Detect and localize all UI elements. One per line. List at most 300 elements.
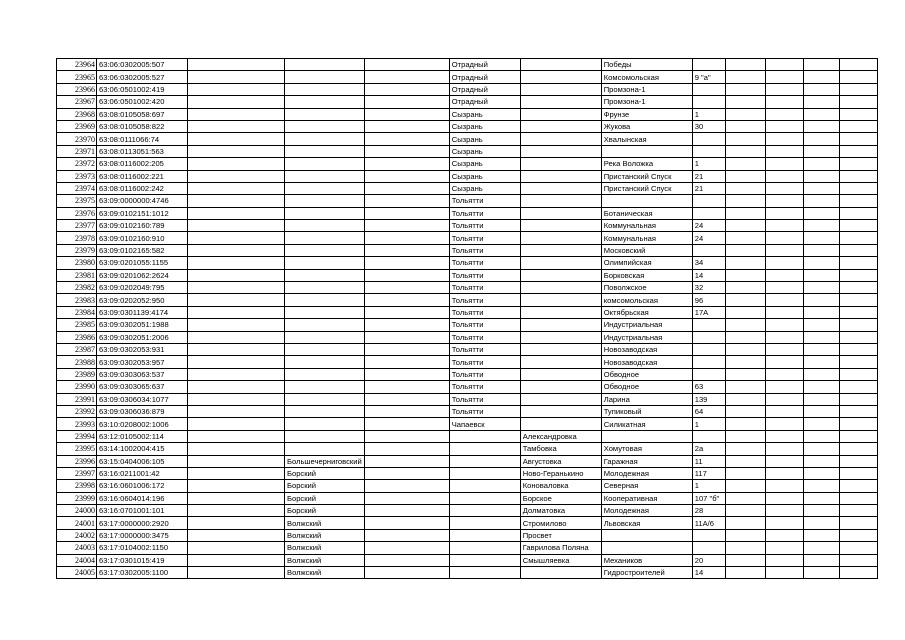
empty-col-3-cell [725, 282, 765, 294]
cadastral-number-cell: 63:09:0102160:910 [97, 232, 188, 244]
table-row [57, 83, 878, 95]
city-cell: Тольятти [449, 356, 520, 368]
empty-col-2-cell [364, 220, 449, 232]
empty-col-4-cell [765, 133, 803, 145]
empty-col-cell [188, 294, 285, 306]
empty-col-5-cell [803, 133, 839, 145]
house-cell [692, 133, 725, 145]
city-cell: Тольятти [449, 207, 520, 219]
house-cell: 117 [692, 467, 725, 479]
house-cell [692, 331, 725, 343]
table-row [57, 195, 878, 207]
house-cell: 17А [692, 306, 725, 318]
empty-col-cell [188, 120, 285, 132]
street-cell: Гаражная [601, 455, 692, 467]
table-row [57, 467, 878, 479]
cadastral-number-cell: 63:09:0202049:795 [97, 282, 188, 294]
district-cell: Большечерниговский [285, 455, 365, 467]
table-row [57, 96, 878, 108]
empty-col-3-cell [725, 542, 765, 554]
cadastral-number-cell: 63:06:0302005:527 [97, 71, 188, 83]
street-cell: Фрунзе [601, 108, 692, 120]
row-number-cell: 23964 [57, 59, 97, 71]
city-cell [449, 517, 520, 529]
city-cell: Сызрань [449, 120, 520, 132]
empty-col-6-cell [839, 331, 877, 343]
empty-col-2-cell [364, 182, 449, 194]
locality-cell [520, 319, 601, 331]
district-cell [285, 207, 365, 219]
table-row [57, 158, 878, 170]
empty-col-5-cell [803, 567, 839, 579]
house-cell: 11А/6 [692, 517, 725, 529]
table-row [57, 170, 878, 182]
empty-col-5-cell [803, 220, 839, 232]
city-cell: Тольятти [449, 282, 520, 294]
row-number-cell: 23992 [57, 405, 97, 417]
empty-col-3-cell [725, 418, 765, 430]
locality-cell: Смышляевка [520, 554, 601, 566]
house-cell: 24 [692, 232, 725, 244]
empty-col-2-cell [364, 418, 449, 430]
district-cell [285, 294, 365, 306]
empty-col-5-cell [803, 443, 839, 455]
row-number-cell: 24004 [57, 554, 97, 566]
house-cell: 1 [692, 418, 725, 430]
row-number-cell: 23996 [57, 455, 97, 467]
cadastral-number-cell: 63:08:0116002:242 [97, 182, 188, 194]
locality-cell [520, 133, 601, 145]
district-cell [285, 306, 365, 318]
house-cell: 30 [692, 120, 725, 132]
city-cell: Сызрань [449, 170, 520, 182]
empty-col-5-cell [803, 232, 839, 244]
house-cell [692, 356, 725, 368]
district-cell: Борский [285, 492, 365, 504]
locality-cell: Александровка [520, 430, 601, 442]
district-cell [285, 331, 365, 343]
locality-cell: Ново-Геранькино [520, 467, 601, 479]
city-cell [449, 505, 520, 517]
empty-col-6-cell [839, 158, 877, 170]
city-cell: Тольятти [449, 294, 520, 306]
empty-col-2-cell [364, 170, 449, 182]
row-number-cell: 23974 [57, 182, 97, 194]
street-cell: Коммунальная [601, 232, 692, 244]
cadastral-number-cell: 63:09:0000000:4746 [97, 195, 188, 207]
cadastral-number-cell: 63:09:0102160:789 [97, 220, 188, 232]
empty-col-3-cell [725, 269, 765, 281]
street-cell: Молодежная [601, 505, 692, 517]
empty-col-cell [188, 71, 285, 83]
empty-col-6-cell [839, 269, 877, 281]
house-cell: 20 [692, 554, 725, 566]
empty-col-cell [188, 418, 285, 430]
cadastral-number-cell: 63:09:0201055:1155 [97, 257, 188, 269]
city-cell: Чапаевск [449, 418, 520, 430]
empty-col-5-cell [803, 294, 839, 306]
empty-col-cell [188, 282, 285, 294]
table-row [57, 269, 878, 281]
empty-col-2-cell [364, 393, 449, 405]
row-number-cell: 23985 [57, 319, 97, 331]
empty-col-2-cell [364, 505, 449, 517]
empty-col-2-cell [364, 133, 449, 145]
empty-col-5-cell [803, 158, 839, 170]
street-cell: Промзона-1 [601, 83, 692, 95]
locality-cell [520, 282, 601, 294]
table-row [57, 257, 878, 269]
locality-cell [520, 368, 601, 380]
empty-col-cell [188, 269, 285, 281]
locality-cell: Коноваловка [520, 480, 601, 492]
table-row [57, 145, 878, 157]
locality-cell [520, 331, 601, 343]
house-cell: 14 [692, 269, 725, 281]
locality-cell: Борское [520, 492, 601, 504]
house-cell: 1 [692, 158, 725, 170]
house-cell: 11 [692, 455, 725, 467]
empty-col-5-cell [803, 83, 839, 95]
empty-col-cell [188, 158, 285, 170]
empty-col-2-cell [364, 430, 449, 442]
street-cell: Индустриальная [601, 331, 692, 343]
cadastral-number-cell: 63:08:0116002:205 [97, 158, 188, 170]
row-number-cell: 23984 [57, 306, 97, 318]
empty-col-3-cell [725, 430, 765, 442]
street-cell: Силикатная [601, 418, 692, 430]
row-number-cell: 23973 [57, 170, 97, 182]
empty-col-6-cell [839, 83, 877, 95]
city-cell: Сызрань [449, 158, 520, 170]
empty-col-6-cell [839, 195, 877, 207]
locality-cell [520, 108, 601, 120]
empty-col-5-cell [803, 343, 839, 355]
house-cell: 107 "б" [692, 492, 725, 504]
row-number-cell: 23989 [57, 368, 97, 380]
district-cell [285, 343, 365, 355]
row-number-cell: 23966 [57, 83, 97, 95]
empty-col-5-cell [803, 319, 839, 331]
house-cell: 64 [692, 405, 725, 417]
locality-cell: Августовка [520, 455, 601, 467]
district-cell [285, 96, 365, 108]
locality-cell [520, 96, 601, 108]
city-cell [449, 430, 520, 442]
empty-col-cell [188, 207, 285, 219]
locality-cell [520, 59, 601, 71]
registry-table [56, 58, 878, 579]
city-cell: Отрадный [449, 96, 520, 108]
empty-col-2-cell [364, 480, 449, 492]
table-row [57, 232, 878, 244]
empty-col-4-cell [765, 257, 803, 269]
empty-col-cell [188, 319, 285, 331]
cadastral-number-cell: 63:08:0116002:221 [97, 170, 188, 182]
empty-col-6-cell [839, 542, 877, 554]
district-cell: Волжский [285, 567, 365, 579]
table-row [57, 71, 878, 83]
table-body [57, 59, 878, 579]
empty-col-cell [188, 170, 285, 182]
empty-col-6-cell [839, 182, 877, 194]
empty-col-5-cell [803, 96, 839, 108]
empty-col-3-cell [725, 319, 765, 331]
row-number-cell: 24000 [57, 505, 97, 517]
house-cell [692, 145, 725, 157]
empty-col-4-cell [765, 269, 803, 281]
empty-col-5-cell [803, 529, 839, 541]
city-cell: Тольятти [449, 405, 520, 417]
empty-col-2-cell [364, 232, 449, 244]
empty-col-6-cell [839, 554, 877, 566]
city-cell: Тольятти [449, 319, 520, 331]
empty-col-6-cell [839, 368, 877, 380]
district-cell [285, 232, 365, 244]
empty-col-6-cell [839, 567, 877, 579]
city-cell: Тольятти [449, 381, 520, 393]
locality-cell [520, 405, 601, 417]
district-cell [285, 430, 365, 442]
table-row [57, 393, 878, 405]
empty-col-4-cell [765, 542, 803, 554]
district-cell: Волжский [285, 529, 365, 541]
locality-cell [520, 120, 601, 132]
empty-col-4-cell [765, 430, 803, 442]
house-cell [692, 319, 725, 331]
city-cell: Тольятти [449, 393, 520, 405]
empty-col-cell [188, 455, 285, 467]
empty-col-6-cell [839, 418, 877, 430]
empty-col-4-cell [765, 195, 803, 207]
district-cell [285, 244, 365, 256]
empty-col-cell [188, 133, 285, 145]
cadastral-number-cell: 63:08:0111066:74 [97, 133, 188, 145]
empty-col-4-cell [765, 182, 803, 194]
house-cell [692, 430, 725, 442]
empty-col-cell [188, 381, 285, 393]
empty-col-6-cell [839, 244, 877, 256]
row-number-cell: 23977 [57, 220, 97, 232]
house-cell [692, 529, 725, 541]
row-number-cell: 23997 [57, 467, 97, 479]
house-cell: 24 [692, 220, 725, 232]
table-row [57, 505, 878, 517]
empty-col-2-cell [364, 517, 449, 529]
row-number-cell: 23967 [57, 96, 97, 108]
street-cell: Новозаводская [601, 356, 692, 368]
cadastral-number-cell: 63:17:0000000:3475 [97, 529, 188, 541]
district-cell [285, 133, 365, 145]
empty-col-6-cell [839, 282, 877, 294]
locality-cell [520, 145, 601, 157]
empty-col-4-cell [765, 567, 803, 579]
district-cell [285, 220, 365, 232]
cadastral-number-cell: 63:08:0105058:822 [97, 120, 188, 132]
empty-col-3-cell [725, 331, 765, 343]
empty-col-4-cell [765, 381, 803, 393]
cadastral-number-cell: 63:09:0306036:879 [97, 405, 188, 417]
empty-col-5-cell [803, 331, 839, 343]
empty-col-cell [188, 405, 285, 417]
street-cell: Октябрьская [601, 306, 692, 318]
cadastral-number-cell: 63:16:0601006:172 [97, 480, 188, 492]
city-cell: Тольятти [449, 257, 520, 269]
cadastral-number-cell: 63:08:0105058:697 [97, 108, 188, 120]
row-number-cell: 23965 [57, 71, 97, 83]
empty-col-6-cell [839, 343, 877, 355]
empty-col-4-cell [765, 554, 803, 566]
empty-col-4-cell [765, 306, 803, 318]
cadastral-number-cell: 63:06:0302005:507 [97, 59, 188, 71]
empty-col-cell [188, 554, 285, 566]
house-cell [692, 207, 725, 219]
empty-col-cell [188, 430, 285, 442]
district-cell [285, 83, 365, 95]
empty-col-3-cell [725, 443, 765, 455]
empty-col-2-cell [364, 195, 449, 207]
street-cell: Гидростроителей [601, 567, 692, 579]
locality-cell [520, 83, 601, 95]
empty-col-6-cell [839, 430, 877, 442]
empty-col-3-cell [725, 405, 765, 417]
empty-col-2-cell [364, 108, 449, 120]
empty-col-5-cell [803, 59, 839, 71]
empty-col-2-cell [364, 356, 449, 368]
empty-col-5-cell [803, 207, 839, 219]
empty-col-5-cell [803, 381, 839, 393]
locality-cell [520, 269, 601, 281]
empty-col-cell [188, 480, 285, 492]
empty-col-cell [188, 331, 285, 343]
table-row [57, 319, 878, 331]
cadastral-number-cell: 63:06:0501002:419 [97, 83, 188, 95]
empty-col-2-cell [364, 467, 449, 479]
empty-col-3-cell [725, 306, 765, 318]
locality-cell [520, 294, 601, 306]
row-number-cell: 23998 [57, 480, 97, 492]
empty-col-3-cell [725, 554, 765, 566]
empty-col-5-cell [803, 430, 839, 442]
district-cell [285, 381, 365, 393]
empty-col-6-cell [839, 294, 877, 306]
street-cell: Победы [601, 59, 692, 71]
locality-cell [520, 158, 601, 170]
cadastral-number-cell: 63:16:0701001:101 [97, 505, 188, 517]
empty-col-3-cell [725, 343, 765, 355]
empty-col-3-cell [725, 133, 765, 145]
row-number-cell: 24005 [57, 567, 97, 579]
empty-col-6-cell [839, 170, 877, 182]
empty-col-6-cell [839, 133, 877, 145]
empty-col-6-cell [839, 505, 877, 517]
empty-col-5-cell [803, 108, 839, 120]
empty-col-2-cell [364, 368, 449, 380]
empty-col-2-cell [364, 158, 449, 170]
house-cell [692, 96, 725, 108]
empty-col-2-cell [364, 529, 449, 541]
district-cell [285, 145, 365, 157]
city-cell: Тольятти [449, 343, 520, 355]
district-cell: Волжский [285, 542, 365, 554]
empty-col-4-cell [765, 356, 803, 368]
table-row [57, 492, 878, 504]
row-number-cell: 24001 [57, 517, 97, 529]
empty-col-6-cell [839, 393, 877, 405]
empty-col-4-cell [765, 108, 803, 120]
empty-col-6-cell [839, 443, 877, 455]
locality-cell [520, 207, 601, 219]
row-number-cell: 23991 [57, 393, 97, 405]
street-cell: Жукова [601, 120, 692, 132]
empty-col-4-cell [765, 405, 803, 417]
row-number-cell: 23978 [57, 232, 97, 244]
locality-cell [520, 381, 601, 393]
empty-col-5-cell [803, 467, 839, 479]
empty-col-5-cell [803, 170, 839, 182]
empty-col-5-cell [803, 120, 839, 132]
street-cell: Молодежная [601, 467, 692, 479]
table-row [57, 108, 878, 120]
table-row [57, 133, 878, 145]
city-cell: Тольятти [449, 269, 520, 281]
house-cell [692, 59, 725, 71]
city-cell [449, 455, 520, 467]
empty-col-6-cell [839, 232, 877, 244]
cadastral-number-cell: 63:09:0303063:537 [97, 368, 188, 380]
empty-col-5-cell [803, 418, 839, 430]
row-number-cell: 23999 [57, 492, 97, 504]
empty-col-4-cell [765, 393, 803, 405]
empty-col-4-cell [765, 331, 803, 343]
empty-col-5-cell [803, 505, 839, 517]
district-cell: Борский [285, 480, 365, 492]
empty-col-4-cell [765, 529, 803, 541]
row-number-cell: 23970 [57, 133, 97, 145]
empty-col-4-cell [765, 368, 803, 380]
street-cell: Тупиковый [601, 405, 692, 417]
row-number-cell: 23995 [57, 443, 97, 455]
row-number-cell: 24003 [57, 542, 97, 554]
cadastral-number-cell: 63:09:0302051:2006 [97, 331, 188, 343]
table-row [57, 59, 878, 71]
empty-col-5-cell [803, 145, 839, 157]
table-row [57, 554, 878, 566]
empty-col-2-cell [364, 282, 449, 294]
row-number-cell: 23993 [57, 418, 97, 430]
house-cell: 28 [692, 505, 725, 517]
empty-col-3-cell [725, 467, 765, 479]
empty-col-3-cell [725, 182, 765, 194]
row-number-cell: 23969 [57, 120, 97, 132]
empty-col-4-cell [765, 517, 803, 529]
district-cell [285, 443, 365, 455]
district-cell [285, 269, 365, 281]
empty-col-6-cell [839, 529, 877, 541]
table-row [57, 356, 878, 368]
street-cell: Ларина [601, 393, 692, 405]
city-cell: Тольятти [449, 306, 520, 318]
street-cell: Обводное [601, 381, 692, 393]
empty-col-5-cell [803, 393, 839, 405]
empty-col-3-cell [725, 220, 765, 232]
empty-col-5-cell [803, 71, 839, 83]
house-cell: 1 [692, 480, 725, 492]
city-cell: Сызрань [449, 108, 520, 120]
locality-cell [520, 567, 601, 579]
city-cell: Отрадный [449, 59, 520, 71]
locality-cell [520, 195, 601, 207]
